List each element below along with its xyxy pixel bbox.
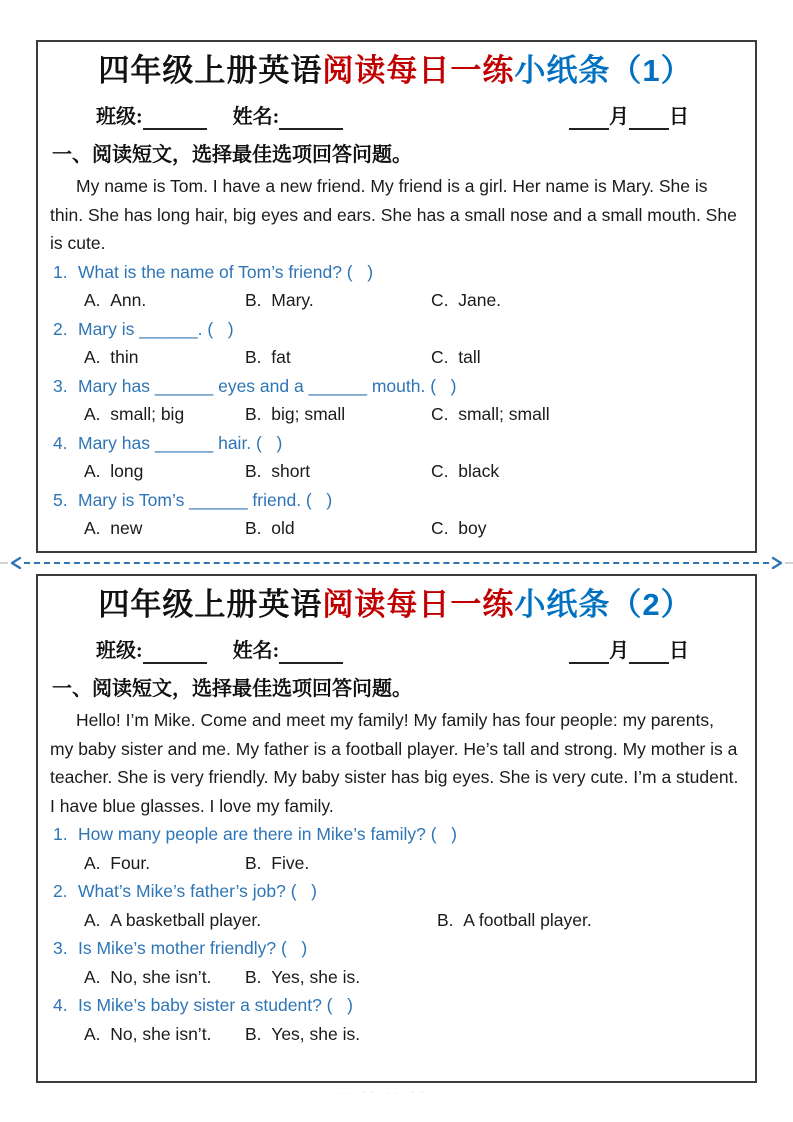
question-text: Mary is ______. ( ) — [78, 318, 234, 339]
option-c: C. Jane. — [431, 290, 502, 310]
question-2-options — [50, 906, 741, 935]
option-b: B. A football player. — [437, 909, 592, 930]
reading-passage: Hello! I’m Mike. Come and meet my family! My family has four people: my parents, my baby sister and me. My father is a football player. He’s tall and strong. My mother is a teacher. She is very friendly. My baby sister has big eyes. She is very cute. I’m a student. I have blue glasses. I love my family. — [50, 710, 739, 816]
class-label: 班级: — [96, 640, 143, 662]
question-number: 1. — [53, 261, 68, 282]
option-b: B. fat — [245, 347, 291, 367]
option-b: B. Mary. — [245, 290, 314, 310]
question-4 — [50, 429, 741, 458]
cut-line-separator — [0, 555, 793, 571]
title-practice-part: 阅读每日一练 — [322, 53, 515, 88]
question-4-options — [50, 1020, 741, 1049]
month-label: 月 — [609, 106, 629, 128]
name-blank[interactable] — [279, 108, 343, 130]
option-a: A. thin — [84, 347, 139, 367]
question-text: Mary has ______ eyes and a ______ mouth. ( ) — [78, 375, 457, 396]
question-1-options — [50, 286, 741, 315]
class-blank[interactable] — [143, 642, 207, 664]
right-arrow-icon — [769, 556, 785, 570]
option-a: A. A basketball player. — [84, 909, 262, 930]
option-a: A. Ann. — [84, 290, 147, 310]
month-blank[interactable] — [569, 108, 609, 130]
left-edge-tick — [0, 562, 8, 564]
option-c: C. boy — [431, 518, 487, 538]
worksheet-1-title — [50, 50, 741, 92]
option-c: C. tall — [431, 347, 481, 367]
question-number: 2. — [53, 318, 68, 339]
question-number: 3. — [53, 938, 68, 958]
title-number-part: 小纸条（2） — [514, 587, 693, 622]
date-group — [569, 104, 689, 130]
question-3-options — [50, 963, 741, 992]
question-number: 1. — [53, 824, 68, 844]
option-a: A. small; big — [84, 404, 185, 424]
question-3 — [50, 372, 741, 401]
watermark: ·· ⁻⁻ ·· ⁻⁻ — [338, 1091, 430, 1097]
option-b: B. Five. — [245, 852, 310, 873]
question-text: How many people are there in Mike’s family? ( ) — [78, 824, 457, 844]
day-blank[interactable] — [629, 642, 669, 664]
title-grade-part: 四年级上册英语 — [98, 53, 323, 88]
worksheet-2-title — [50, 584, 741, 626]
question-4-options — [50, 457, 741, 486]
question-text: Is Mike’s mother friendly? ( ) — [78, 938, 308, 958]
question-text: Mary is Tom’s ______ friend. ( ) — [78, 489, 333, 510]
question-text: Mary has ______ hair. ( ) — [78, 432, 283, 453]
option-a: A. new — [84, 518, 143, 538]
section-instruction: 一、阅读短文，选择最佳选项回答问题。 — [52, 144, 412, 166]
title-number-part: 小纸条（1） — [514, 53, 693, 88]
day-blank[interactable] — [629, 108, 669, 130]
question-number: 3. — [53, 375, 68, 396]
question-text: What’s Mike’s father’s job? ( ) — [78, 881, 317, 901]
left-arrow-icon — [8, 556, 24, 570]
question-4 — [50, 991, 741, 1020]
option-a: A. No, she isn’t. — [84, 1023, 212, 1044]
name-blank[interactable] — [279, 642, 343, 664]
section-instruction: 一、阅读短文，选择最佳选项回答问题。 — [52, 678, 412, 700]
month-blank[interactable] — [569, 642, 609, 664]
right-edge-tick — [785, 562, 793, 564]
question-number: 4. — [53, 432, 68, 453]
worksheet-1 — [36, 40, 757, 553]
date-group — [569, 638, 689, 664]
question-3-options — [50, 400, 741, 429]
question-text: Is Mike’s baby sister a student? ( ) — [78, 995, 353, 1015]
question-2 — [50, 315, 741, 344]
day-label: 日 — [669, 640, 689, 662]
class-label: 班级: — [96, 106, 143, 128]
question-3 — [50, 934, 741, 963]
reading-passage: My name is Tom. I have a new friend. My friend is a girl. Her name is Mary. She is thin. She has long hair, big eyes and ears. She has a small nose and a small mouth. She is cute. — [50, 176, 737, 253]
question-number: 4. — [53, 995, 68, 1015]
name-label: 姓名: — [232, 106, 280, 128]
option-b: B. Yes, she is. — [245, 1023, 361, 1044]
header-fields — [96, 638, 689, 664]
title-grade-part: 四年级上册英语 — [98, 587, 323, 622]
name-label: 姓名: — [232, 640, 280, 662]
option-b: B. big; small — [245, 404, 346, 424]
question-number: 5. — [53, 489, 68, 510]
option-c: C. black — [431, 461, 500, 481]
option-c: C. small; small — [431, 404, 550, 424]
question-2 — [50, 877, 741, 906]
question-1 — [50, 820, 741, 849]
class-blank[interactable] — [143, 108, 207, 130]
question-5 — [50, 486, 741, 515]
option-a: A. long — [84, 461, 144, 481]
option-a: A. Four. — [84, 852, 151, 873]
title-practice-part: 阅读每日一练 — [322, 587, 515, 622]
option-b: B. Yes, she is. — [245, 966, 361, 987]
question-number: 2. — [53, 881, 68, 901]
question-5-options — [50, 514, 741, 543]
question-2-options — [50, 343, 741, 372]
day-label: 日 — [669, 106, 689, 128]
question-1 — [50, 258, 741, 287]
option-a: A. No, she isn’t. — [84, 966, 212, 987]
question-1-options — [50, 849, 741, 878]
dashed-line — [24, 562, 769, 564]
option-b: B. short — [245, 461, 311, 481]
month-label: 月 — [609, 640, 629, 662]
header-fields — [96, 104, 689, 130]
option-b: B. old — [245, 518, 295, 538]
worksheet-2 — [36, 574, 757, 1083]
question-text: What is the name of Tom’s friend? ( ) — [78, 261, 374, 282]
